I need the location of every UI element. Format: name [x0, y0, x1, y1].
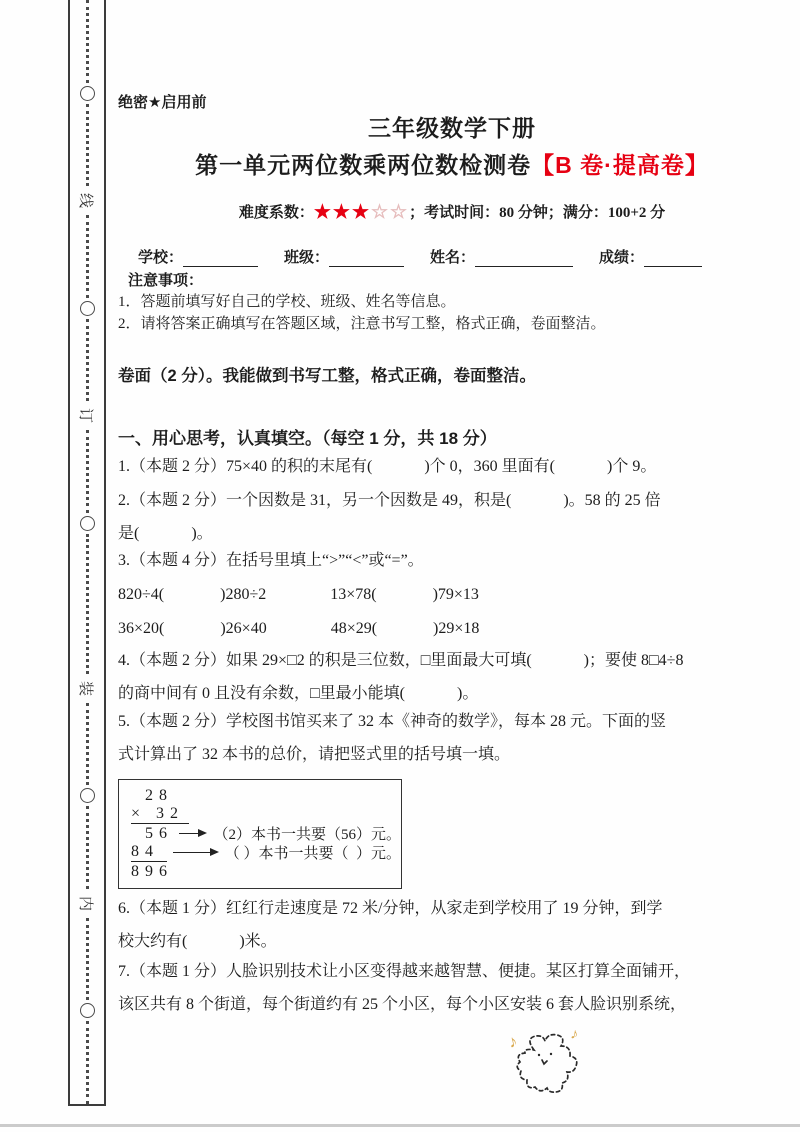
star-filled-icon: ★★★: [313, 202, 371, 223]
paper-subtitle-black: 第一单元两位数乘两位数检测卷: [195, 152, 532, 178]
secrecy-notice: 绝密★启用前: [118, 94, 207, 111]
binding-char-nei: 内: [77, 895, 94, 911]
school-label: 学校：: [138, 250, 184, 266]
binding-dotted-line: [86, 104, 89, 187]
binding-circle-icon: [80, 86, 95, 101]
arrow-right-icon: [173, 852, 217, 853]
section1-heading: 一、用心思考，认真填空。（每空 1 分，共 18 分）: [118, 429, 497, 448]
binding-circle-icon: [80, 516, 95, 531]
binding-circle-icon: [80, 1003, 95, 1018]
binding-dotted-line: [86, 1021, 89, 1104]
difficulty-label: 难度系数：: [238, 205, 314, 221]
notice-item-1: 1．答题前填写好自己的学校、班级、姓名等信息。: [118, 294, 456, 310]
binding-dotted-line: [86, 703, 89, 786]
question-5-line1: 5.（本题 2 分）学校图书馆买来了 32 本《神奇的数学》，每本 28 元。下面的竖: [118, 713, 667, 730]
binding-dotted-line: [86, 0, 89, 83]
paper-title: 三年级数学下册: [368, 115, 536, 141]
difficulty-line: [118, 201, 786, 224]
paper-subtitle-red-badge: 【B 卷·提高卷】: [531, 152, 709, 178]
question-3-row1: 820÷4( )280÷2 13×78( )79×13: [118, 586, 479, 603]
vertical-multiplication-box: [118, 779, 402, 889]
binding-dotted-line: [86, 918, 89, 1001]
question-4-line1: 4.（本题 2 分）如果 29×□2 的积是三位数，□里面最大可填( )；要使 8□4÷8: [118, 652, 684, 669]
question-3: 3.（本题 4 分）在括号里填上“>”“<”或“=”。: [118, 552, 424, 569]
partial-product-2: 84: [131, 843, 159, 860]
binding-char-zhuang: 装: [77, 680, 94, 696]
name-blank: [475, 251, 573, 267]
binding-dotted-line: [86, 430, 89, 513]
class-blank: [329, 251, 404, 267]
class-label: 班级：: [284, 250, 330, 266]
notice-item-2: 2．请将答案正确填写在答题区域，注意书写工整，格式正确，卷面整洁。: [118, 316, 606, 332]
binding-margin-strip: [68, 0, 106, 1106]
binding-circle-icon: [80, 301, 95, 316]
bear-doodle-icon: [498, 1024, 590, 1119]
binding-dotted-line: [86, 319, 89, 402]
bear-face: [542, 1060, 547, 1064]
binding-circle-icon: [80, 788, 95, 803]
score-label: 成绩：: [599, 250, 645, 266]
question-3-row2: 36×20( )26×40 48×29( )29×18: [118, 620, 480, 637]
question-5-line2: 式计算出了 32 本书的总价，请把竖式里的括号填一填。: [118, 746, 511, 763]
school-blank: [183, 251, 258, 267]
binding-char-ding: 订: [77, 408, 94, 424]
music-note-icon: ♪: [569, 1026, 580, 1044]
question-4-line2: 的商中间有 0 且没有余数，□里最小能填( )。: [118, 685, 479, 702]
music-note-icon: ♪: [506, 1031, 520, 1052]
neatness-statement: 卷面（2 分）。我能做到书写工整，格式正确，卷面整洁。: [118, 367, 537, 385]
bear-outline: [517, 1035, 577, 1093]
arrow-right-icon: [179, 833, 205, 834]
binding-dotted-line: [86, 215, 89, 298]
partial-product-2-note: （ ）本书一共要（ ）元。: [224, 846, 401, 862]
partial-product-1-note: （2）本书一共要（56）元。: [213, 827, 401, 843]
star-empty-icon: ☆☆: [370, 202, 410, 223]
multiplicand: 28: [145, 786, 173, 804]
multiplier: × 32: [131, 805, 185, 822]
partial-product-1: 56: [145, 824, 173, 842]
name-field: [430, 246, 573, 267]
question-6-line2: 校大约有( )米。: [118, 933, 277, 950]
binding-char-xian: 线: [77, 193, 94, 209]
class-field: [284, 246, 404, 267]
question-1: 1.（本题 2 分）75×40 的积的末尾有( )个 0，360 里面有( )个 9。: [118, 458, 657, 475]
page-bottom-rule: [0, 1124, 800, 1127]
exam-info: ；考试时间：80 分钟；满分：100+2 分: [409, 205, 666, 221]
binding-dotted-line: [86, 534, 89, 674]
notice-heading: 注意事项：: [128, 273, 204, 289]
question-7-line1: 7.（本题 1 分）人脸识别技术让小区变得越来越智慧、便捷。某区打算全面铺开，: [118, 963, 691, 980]
score-blank: [644, 251, 702, 267]
name-label: 姓名：: [430, 250, 476, 266]
student-info-row: [138, 246, 786, 267]
question-2-line2: 是( )。: [118, 525, 213, 542]
product-result: 896: [131, 862, 173, 880]
score-field: [599, 246, 702, 267]
question-2-line1: 2.（本题 2 分）一个因数是 31，另一个因数是 49，积是( )。58 的 25 倍: [118, 492, 661, 509]
paper-subtitle: [118, 147, 786, 180]
school-field: [138, 246, 258, 267]
question-7-line2: 该区共有 8 个街道，每个街道约有 25 个小区，每个小区安装 6 套人脸识别系统，: [118, 996, 687, 1013]
question-6-line1: 6.（本题 1 分）红红行走速度是 72 米/分钟，从家走到学校用了 19 分钟，到学: [118, 900, 663, 917]
binding-dotted-line: [86, 806, 89, 889]
